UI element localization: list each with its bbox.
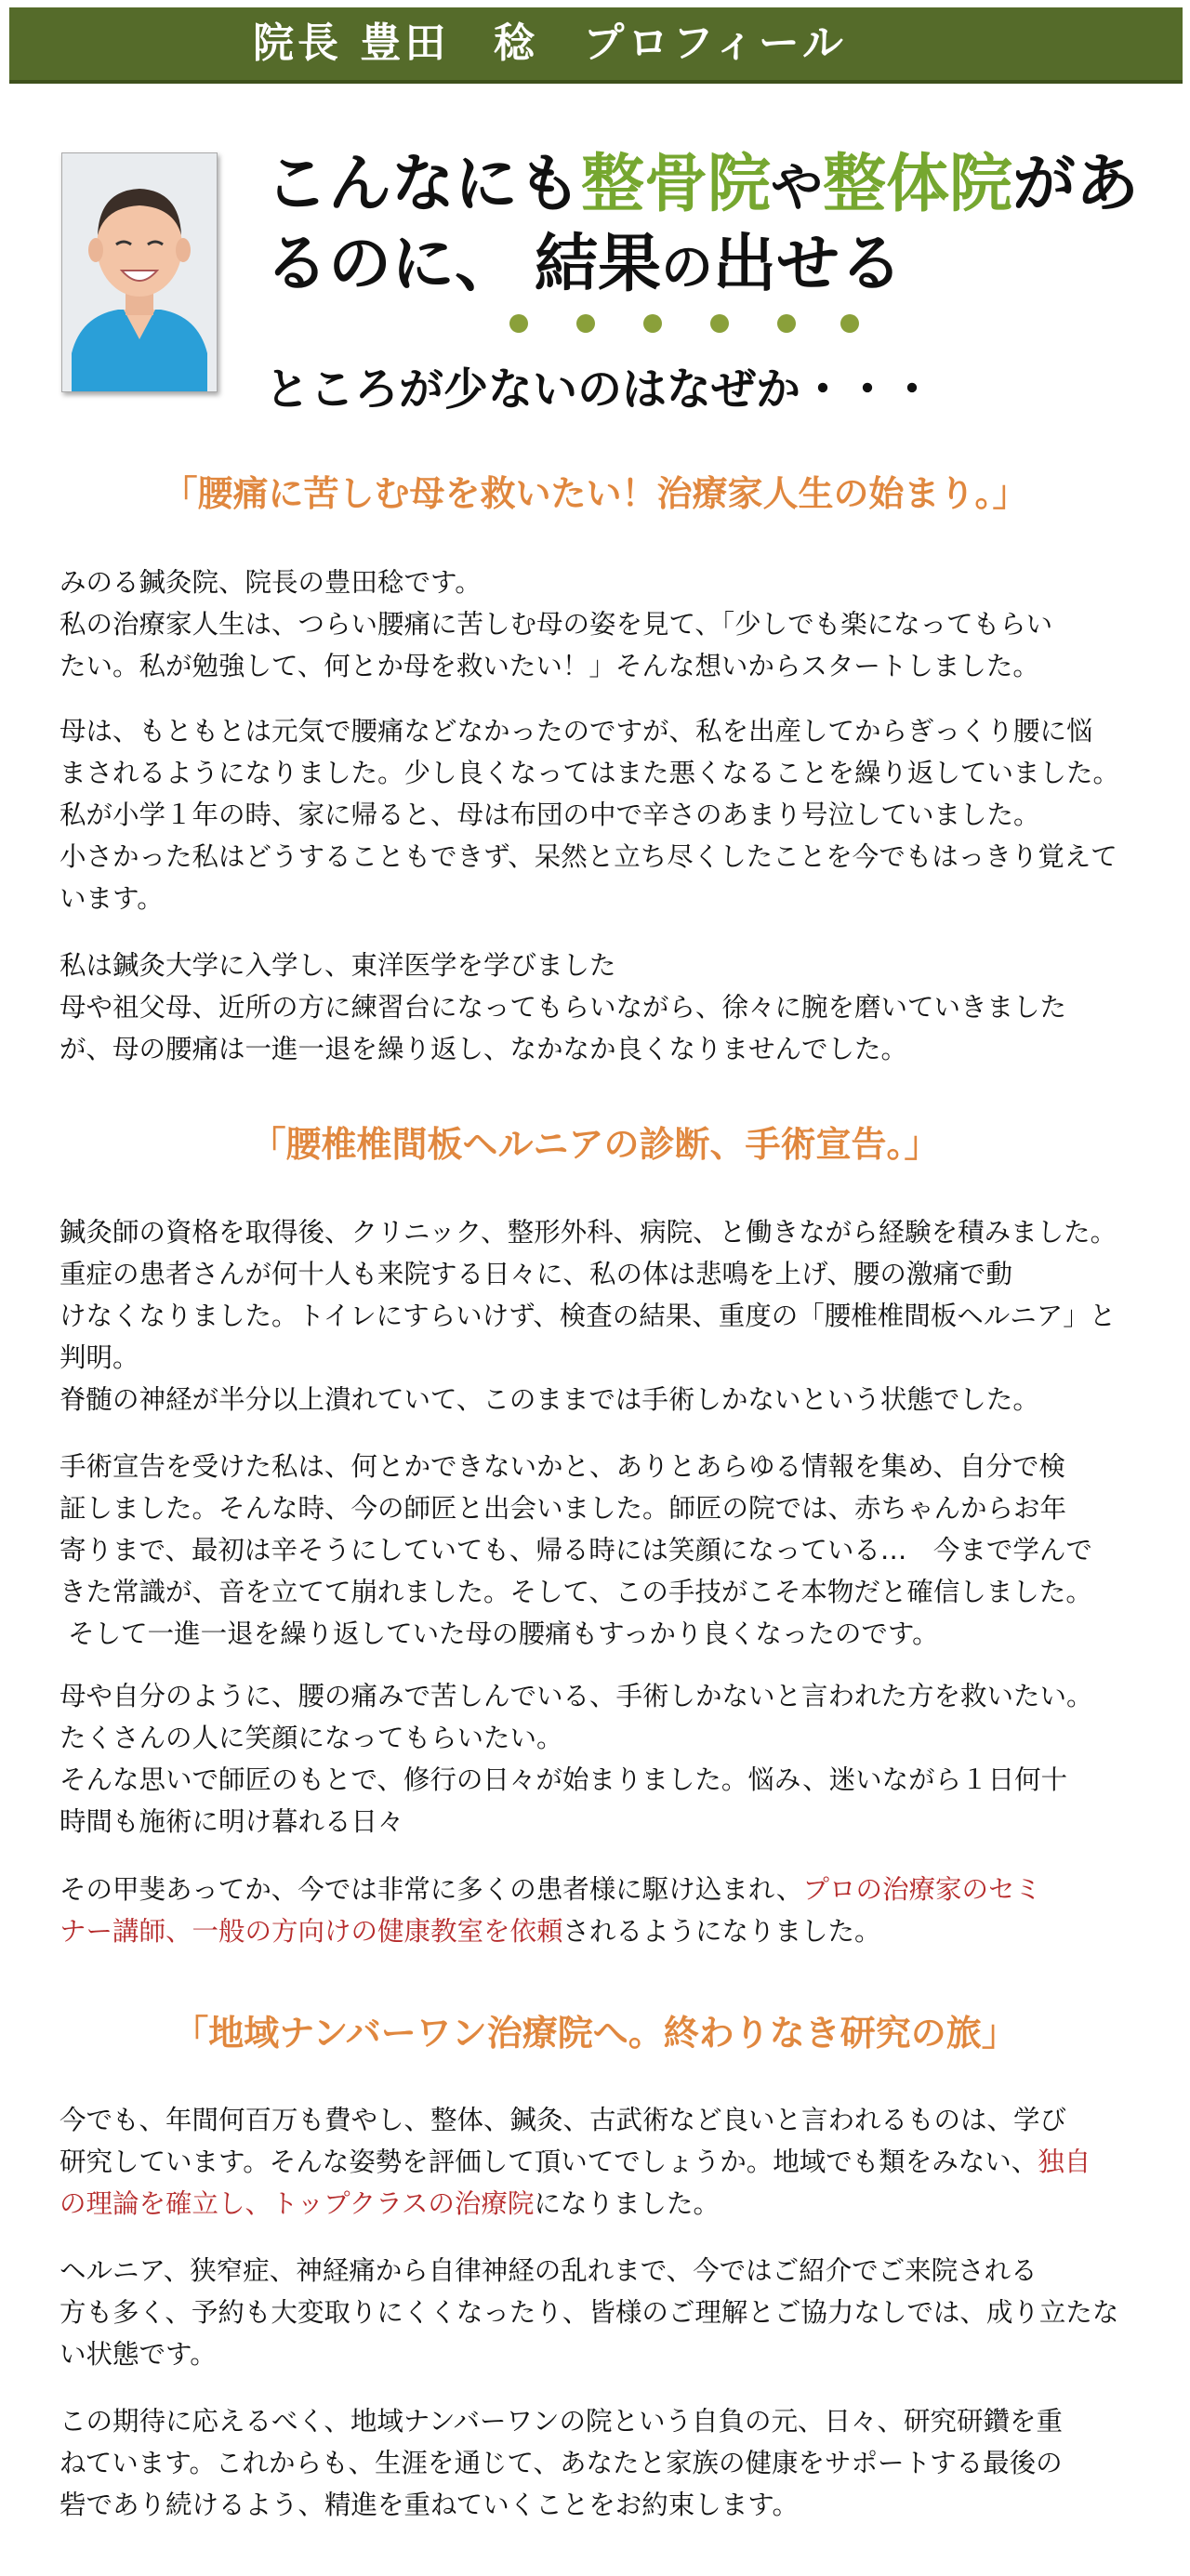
section-3-paragraph-1 <box>60 2099 1184 2225</box>
emphasis-dot <box>576 314 595 333</box>
paragraph-text: その甲斐あってか、今では非常に多くの患者様に駆け込まれ、 <box>60 1874 803 1905</box>
headline-text: るのに、 <box>265 227 519 301</box>
page-title: 院長 豊田 稔 プロフィール <box>253 20 847 67</box>
headline-line-2 <box>265 227 1185 305</box>
section-title-3: 「地域ナンバーワン治療院へ。終わりなき研究の旅」 <box>173 2013 1017 2054</box>
header-bar <box>9 7 1183 84</box>
headline-line-1 <box>265 147 1185 225</box>
emphasis-dot <box>710 314 729 333</box>
section-title-1: 「腰痛に苦しむ母を救いたい！治療家人生の始まり。」 <box>162 473 1028 514</box>
highlighted-text: 独自 の理論を確立し、トップクラスの治療院 <box>60 2147 1091 2219</box>
section-2-paragraph-2: 手術宣告を受けた私は、何とかできないかと、ありとあらゆる情報を集め、自分で検 証しました。そんな時、今の師匠と出会いました。師匠の院では、赤ちゃんからお年 寄りまで、最初は辛そうにしていても、帰る時には笑顔になっている… 今まで学んで きた常識が、音を立てて崩れました。そして、この手技がこそ本物だと確信しました。 そして一進一退を繰り返していた母の腰痛もすっかり良くなったのです。 <box>60 1451 1092 1649</box>
section-2-paragraph-3: 母や自分のように、腰の痛みで苦しんでいる、手術しかないと言われた方を救いたい。 たくさんの人に笑顔になってもらいたい。 そんな思いで師匠のもとで、修行の日々が始まりました。悩み、迷いながら１日何十 時間も施術に明け暮れる日々 <box>60 1681 1093 1837</box>
section-3-paragraph-3: この期待に応えるべく、地域ナンバーワンの院という自負の元、日々、研究研鑽を重 ねています。これからも、生涯を通じて、あなたと家族の健康をサポートする最後の 砦であり続けるよう、精進を重ねていくことをお約束します。 <box>60 2406 1064 2520</box>
emphasis-dots <box>509 314 863 337</box>
emphasis-dot <box>777 314 796 333</box>
emphasis-dot <box>840 314 859 333</box>
section-1-paragraph-2: 母は、もともとは元気で腰痛などなかったのですが、私を出産してからぎっくり腰に悩 まされるようになりました。少し良くなってはまた悪くなることを繰り返していました。 私が小学１年の時、家に帰ると、母は布団の中で辛さのあまり号泣していました。 小さかった私はどうすることもできず、呆然と立ち尽くしたことを今でもはっきり覚えて います。 <box>60 716 1120 914</box>
paragraph-text: になりました。 <box>534 2188 720 2219</box>
section-title-2: 「腰椎椎間板ヘルニアの診断、手術宣告。」 <box>250 1124 940 1165</box>
section-2-paragraph-1: 鍼灸師の資格を取得後、クリニック、整形外科、病院、と働きながら経験を積みました。 重症の患者さんが何十人も来院する日々に、私の体は悲鳴を上げ、腰の激痛で動 けなくなりました。トイレにすらいけず、検査の結果、重度の「腰椎椎間板ヘルニア」と 判明。 脊髄の神経が半分以上潰れていて、このままでは手術しかないという状態でした。 <box>60 1217 1117 1415</box>
section-1-paragraph-3: 私は鍼灸大学に入学し、東洋医学を学びました 母や祖父母、近所の方に練習台になってもらいながら、徐々に腕を磨いていきました が、母の腰痛は一進一退を繰り返し、なかなか良くなりませんでした。 <box>60 950 1067 1064</box>
section-2-paragraph-4 <box>60 1869 1184 1952</box>
headline-highlight-seitaiin: 整体院 <box>823 147 1013 221</box>
headline-text: や <box>771 157 824 218</box>
section-3-paragraph-2: ヘルニア、狭窄症、神経痛から自律神経の乱れまで、今ではご紹介でご来院される 方も多く、予約も大変取りにくくなったり、皆様のご理解とご協力なしでは、成り立たな い状態です。 <box>60 2255 1119 2370</box>
emphasis-dot <box>509 314 528 333</box>
director-portrait-image <box>62 153 217 391</box>
section-1-paragraph-1: みのる鍼灸院、院長の豊田稔です。 私の治療家人生は、つらい腰痛に苦しむ母の姿を見て、「少しでも楽になってもらい たい。私が勉強して、何とか母を救いたい！」そんな想いからスタートしました。 <box>60 567 1053 681</box>
headline-highlight-seikotsuin: 整骨院 <box>581 147 772 221</box>
headline-text: こんなにも <box>265 147 582 221</box>
paragraph-text: されるようになりました。 <box>562 1916 881 1947</box>
director-photo <box>61 152 218 392</box>
headline-text: の <box>661 237 714 298</box>
headline-text: 結果 <box>535 227 662 301</box>
paragraph-text: 今でも、年間何百万も費やし、整体、鍼灸、古武術など良いと言われるものは、学び 研究しています。そんな姿勢を評価して頂いてでしょうか。地域でも類をみない、 <box>60 2105 1067 2177</box>
headline-line-3: ところが少ないのはなぜか・・・ <box>265 363 935 416</box>
emphasis-dot <box>643 314 662 333</box>
headline-text: があ <box>1012 147 1140 221</box>
highlighted-text: プロの治療家のセミ ナー講師、一般の方向けの健康教室を依頼 <box>60 1874 1041 1947</box>
headline-text: 出せる <box>713 227 904 301</box>
